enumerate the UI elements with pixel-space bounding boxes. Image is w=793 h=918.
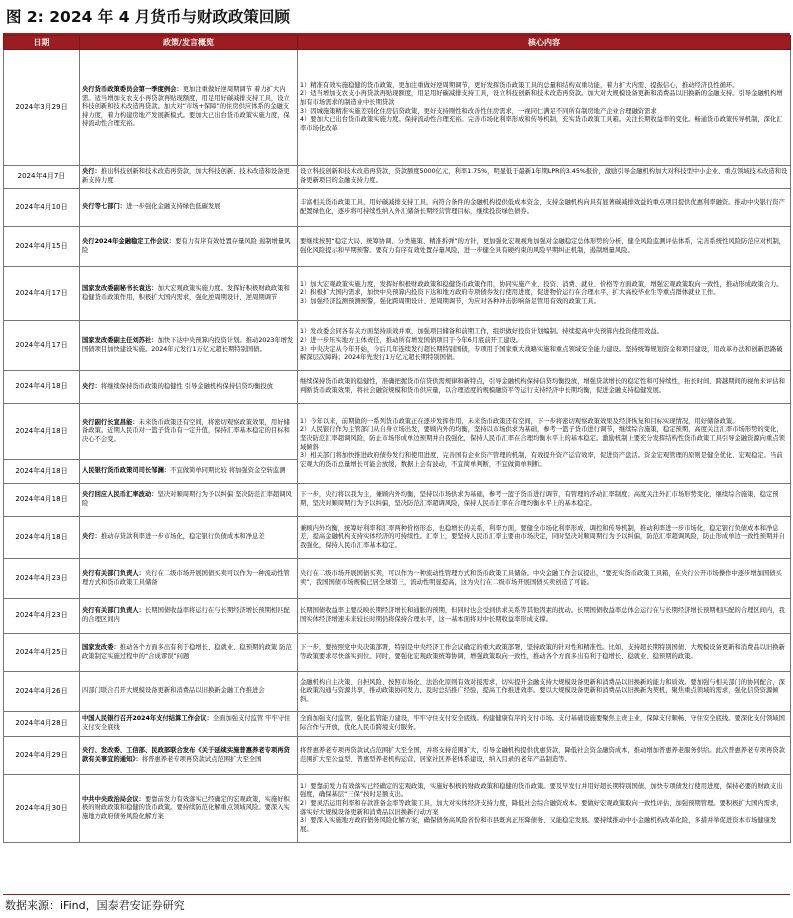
row-event-speaker: 央行等七部门： xyxy=(82,203,127,211)
row-core xyxy=(298,484,791,517)
row-event xyxy=(80,166,298,189)
row-event-text: 推动存贷款利率进一步市场化，稳定银行负债成本和净息差 xyxy=(100,533,265,541)
table-row xyxy=(4,672,791,712)
row-event-speaker: 央行： xyxy=(82,168,101,176)
row-core xyxy=(298,166,791,189)
row-date: 2024年4月15日 xyxy=(4,227,80,267)
row-event-speaker: 国家发改委： xyxy=(82,643,120,651)
row-event-text: 全面加强支付监管 牢牢守住支付安全底线 xyxy=(82,715,291,731)
table-row xyxy=(4,371,791,404)
row-event-text: 四部门联合召开大规模设备更新和消费品以旧换新金融工作推进会 xyxy=(82,687,265,695)
header-core: 核心内容 xyxy=(298,36,791,50)
row-core-text: 1）精准有效实施稳健的货币政策，更加注重做好逆周期调节，更好发挥货币政策工具的总量和结构双重功能，着力扩大内需、提振信心，推动经济良性循环。 2）适当增加支农支小再贷款再贴现额度，用足用好碳减排支持工具，设立科技创新和技术改造再贷款。加大对大规模设备更新和消费品以旧换新的金融支持。引导金融机构增加有市场需求的制造业中长期贷款 3）因城施策精准实施差别化住房信贷政策，更好支持刚性和改善性住房需求，一视同仁满足不同所有制房地产企业合理融资需求 4）要加大已出台货币政策实施力度。保持流动性合理充裕。完善市场化利率形成和传导机制，充实货币政策工具箱。关注长期收益率的变化。畅通货币政策传导机制，深化汇率市场化改革 xyxy=(300,81,783,132)
row-event-text: 将继续保持货币政策的稳健性 引导金融机构保持信贷均衡投放 xyxy=(100,382,273,390)
row-core xyxy=(298,404,791,484)
row-event xyxy=(80,672,298,712)
row-core-text: 1）要靠前发力有效落实已经确定的宏观政策，实施好积极的财政政策和稳健的货币政策。要及早发行并用好超长期特别国债，加快专项债发行使用进度，保持必要的财政支出强度，确保基层“三保”按时足额支出。 2）要灵活运用利率和存款准备金率等政策工具，加大对实体经济支持力度，降低社会综合融资成本。要做好宏观政策取向一致性评估，加强预期管理。要积极扩大国内需求，落实好大规模设备更新和消费品以旧换新行动方案 3）要深入实施地方政府债务风险化解方案，确保债务高风险省份和市县既真正压降债务、又能稳定发展。要持续推动中小金融机构改革化险，多措并举促进资本市场健康发展。 xyxy=(300,782,783,833)
row-date: 2024年4月26日 xyxy=(4,672,80,712)
row-core-text: 丰富相关货币政策工具，用好碳减排支持工具，向符合条件的金融机构提供低成本资金，支持金融机构向具有显著碳减排效益的重点项目提供优惠利率融资。推动中央银行资产配置绿色化，逐步将可持续性纳入外汇储备长期经营管理目标，继续投资绿色债券。 xyxy=(300,198,785,215)
table-row xyxy=(4,484,791,517)
row-event xyxy=(80,267,298,321)
row-event-text: 未来货币政策还有空间，将密切观察政策效果，用好储备政策。近期人民币对一篮子货币有一定升值，保持汇率基本稳定的目标和决心不会变。 xyxy=(82,418,290,443)
row-event xyxy=(80,634,298,672)
row-core-text: 将普惠养老专项再贷款试点范围扩大至全国，并将支持范围扩大，引导金融机构提供优惠贷款，降低社会资金融资成本，推动增加普惠养老服务供给。此次普惠养老专项再贷款范围扩大至公益型、普惠型养老机构运营，居家社区养老体系建设，纳入目录的老年产品制造等。 xyxy=(300,746,785,763)
row-event-text: 长期国债收益率将运行在与长期经济增长预期相匹配的合理区间内 xyxy=(82,607,290,623)
row-event-speaker: 央行2024年金融稳定工作会议： xyxy=(82,237,176,245)
row-event xyxy=(80,712,298,737)
table-row xyxy=(4,321,791,371)
row-date: 2024年4月25日 xyxy=(4,634,80,672)
row-event-speaker: 中共中央政治局会议： xyxy=(82,795,145,803)
row-date: 2024年4月17日 xyxy=(4,267,80,321)
row-event-text: 要靠前发力有效落实已经确定的宏观政策，实施好积极的财政政策和稳健的货币政策。要持续防范化解重点领域风险。要深入实施地方政府债务风险化解方案 xyxy=(82,795,290,820)
row-event xyxy=(80,559,298,599)
footer-rule xyxy=(3,894,790,895)
row-event xyxy=(80,460,298,484)
row-event-speaker: 央行副行长宣昌能： xyxy=(82,418,139,426)
row-event-text: 进一步强化金融支持绿色低碳发展 xyxy=(126,203,221,211)
row-event-text: 不宜做简单同期比较 将加强资金空转监测 xyxy=(170,467,286,475)
row-core xyxy=(298,775,791,843)
row-event-text: 坚决对顺周期行为予以纠偏 坚决防范汇率超调风险 xyxy=(82,491,292,507)
row-core xyxy=(298,371,791,404)
row-core-text: 1）今年以来，前期做的一系列货币政策正在逐步发挥作用，未来货币政策还有空间，下一步将密切观察政策效果及经济恢复和目标实现情况，用好储备政策。 2）人民银行作为主管部门从自身立场出发，要顾内外的均衡，坚持以市场供求为基础，参考一篮子货币进行调节，继续综合施策，稳定预期，高度关注汇率市场形势的变化，坚决防范汇率超调风险，防止市场形成单边预期并自我强化，保持人民币汇率在合理均衡水平上的基本稳定。激励机制上要充分发挥结构性货币政策工具引导金融资源向重点领域倾斜 3）相关部门将加快推进政府债券发行和使用进度，完善国有企业资产管理的机制，有效提升资产运营效率，促进资产盘活。资金宏观管理的原则是健全优化、宏观稳定。当前宏观大的货币总量增长可能会放缓，数据上会有波动，不宜简单判断，不宜做简单判断。 xyxy=(300,417,785,468)
row-date: 2024年4月7日 xyxy=(4,166,80,189)
table-row xyxy=(4,775,791,843)
table-row xyxy=(4,634,791,672)
table-row xyxy=(4,599,791,634)
row-event xyxy=(80,517,298,559)
row-date: 2024年4月23日 xyxy=(4,599,80,634)
row-event xyxy=(80,227,298,267)
row-event xyxy=(80,50,298,166)
row-date: 2024年4月23日 xyxy=(4,559,80,599)
row-core-text: 金融机构自主决策、自担风险、按照市场化、法治化原则有效对接需求，切实提升金融支持大规模设备更新和消费品以旧换新的能力和质效。要加强与相关部门的协同配合，深化政策沟通与资源共享，推动政策协同发力，及时总结推广经验，提高工作推进效率。要以大规模设备更新和消费品以旧换新为契机，聚焦重点领域的需求，强化信贷资源倾斜。 xyxy=(300,678,785,703)
row-core-text: 兼顾内外均衡，统筹好利率和汇率两种价格形态，也稳增长的关系，利率方面，要健全市场化利率形成、调控和传导机制，推动利率进一步市场化，稳定银行负债成本和净息差，提高金融机构支持实体经济的可持续性。汇率上，要坚持人民币汇率主要由市场决定，同时坚决对顺周期行为予以纠偏，防范汇率超调风险，防止形成单边一致性预期并自我强化，保持人民币汇率基本稳定。 xyxy=(300,524,785,549)
table-row xyxy=(4,737,791,775)
row-date: 2024年4月18日 xyxy=(4,404,80,460)
row-date: 2024年4月18日 xyxy=(4,484,80,517)
table-row xyxy=(4,559,791,599)
row-event-text: 加快下达中央预算内投资计划。推动2023年增发国债项目加快建设实施。2024年元发行1万亿元超长期特别国债。 xyxy=(82,336,294,353)
row-core xyxy=(298,321,791,371)
row-date: 2024年4月10日 xyxy=(4,189,80,227)
policy-table xyxy=(3,35,791,843)
row-core xyxy=(298,559,791,599)
row-event xyxy=(80,484,298,517)
row-event-text: 推动各个方面多出有利于稳增长、稳就业、稳预期的政策 防范政策制定实施过程中的“合成谬误”问题 xyxy=(82,643,292,660)
row-core-text: 1）发改委会同各有关方面坚持质效并重，加强项目储备和前期工作，组织做好投资计划编制。持续提高中央预算内投资使用效益。 2）进一步压实地方主体责任，推动所有增发国债项目于今年6月底前开工建设。 3）中央决定从今年开始，今后几年连续发行超长期特别国债，专项用于国家重大战略实施和重点领域安全能力建设。坚持统筹规划资金和项目建设，用改革办法和创新思路破解深层次障碍；2024年先发行1万亿元超长期特别国债。 xyxy=(300,328,783,362)
row-event-speaker: 国家发改委副秘书长袁达： xyxy=(82,284,158,292)
row-event-text: 要有力有序有效处置存量风险 遏制增量风险 xyxy=(82,237,291,254)
row-date: 2024年4月18日 xyxy=(4,460,80,484)
row-event-speaker: 央行有关部门负责人： xyxy=(82,607,145,615)
table-row xyxy=(4,227,791,267)
row-date: 2024年4月18日 xyxy=(4,371,80,404)
row-event-speaker: 央行回应人民币汇率波动： xyxy=(82,491,158,499)
row-event-text: 将普惠养老专项再贷款试点范围扩大至全国 xyxy=(141,755,262,763)
row-core-text: 全面加强支付监管，强化监管能力建设，牢牢守住支付安全底线。构建健康有序的支付市场。支付基础设施要聚焦主责主业，保障支付顺畅、守住安全底线。要深化支付领域国际合作与开放，优化人民币跨境支付服务。 xyxy=(300,715,785,731)
row-event-speaker: 央行： xyxy=(82,533,101,541)
table-header-row xyxy=(4,36,791,50)
table-row xyxy=(4,404,791,460)
figure-title: 图 2: 2024 年 4 月货币与财政政策回顾 xyxy=(6,8,290,26)
row-event xyxy=(80,371,298,404)
row-core-text: 1）加大宏观政策实施力度，发挥好积极财政政策和稳健货币政策作用，协同实施产业、投资、消费、就业、价格等方面政策，增强宏观政策取向一致性，推动形成政策合力。 2）积极扩大国内需求，加快中央预算内投资下达和地方政府专项债券发行使用进度，促进物价运行在合理水平，扩大高校毕业生等重点群体就业工作。 3）加强经济监测预测预警，强化跨周期设计、逆周期调节，为应对各种冲击影响备足管用有效的政策工具。 xyxy=(300,280,783,305)
row-date: 2024年4月28日 xyxy=(4,712,80,737)
row-core-text: 下一步，央行将以我为主，兼顾内外均衡，坚持以市场供求为基础，参考一篮子货币进行调节，有管理的浮动汇率制度；高度关注外汇市场形势变化，继续综合施策、稳定预期，坚决对顺周期行为予以纠偏，坚决防范汇率超调风险，保持人民币汇率在合理均衡水平上的基本稳定。 xyxy=(300,491,779,507)
row-core-text: 要继续按照“稳定大局、统筹协调、分类施策、精准拆弹”的方针，更加强化宏观视角加强对金融稳定总体形势的分析，健全风险监测评估体系，完善系统性风险防范应对机制，强化风险提示和早期预警。要有力有序有效处置存量风险，进一步健全具有硬约束的风险早期纠正机制，遏制增量风险。 xyxy=(300,237,786,254)
table-row xyxy=(4,267,791,321)
row-event xyxy=(80,189,298,227)
row-event-speaker: 中国人民银行召开2024年支付结算工作会议： xyxy=(82,715,213,723)
table-row xyxy=(4,712,791,737)
row-core-text: 下一步，要按照党中央决策部署，特别是中央经济工作会议确定的重大政策部署，坚持政策的针对性和精准性。比如，支持超长期特别国债、大规模设备更新和消费品以旧换新等政策要求尽快落实到位。同时，要强化宏观政策统筹协调，增强政策取向一致性，推动各个方面多出有利于稳增长、稳就业、稳预期的政策。 xyxy=(300,643,785,660)
row-core xyxy=(298,634,791,672)
table-row xyxy=(4,50,791,166)
row-core xyxy=(298,227,791,267)
row-event xyxy=(80,775,298,843)
row-event xyxy=(80,599,298,634)
row-event-speaker: 央行： xyxy=(82,382,101,390)
row-event-speaker: 国家发改委副主任刘苏社： xyxy=(82,336,158,344)
row-core xyxy=(298,517,791,559)
row-event-text: 更加注重做好逆周期调节 着力扩大内需。适当增加支农支小再贷款再贴现额度，用足用好碳减排支持工具，设立科技创新和技术改造再贷款。加大对“市场+保障”的住房供应体系的金融支持力度，着力构建房地产发展新模式。要加大已出台货币政策实施力度，保持流动性合理充裕。 xyxy=(82,86,290,128)
row-core-text: 继续保持货币政策的稳健性，准确把握货币信贷供需规律和新特点，引导金融机构保持信贷均衡投放，增强贷款增长的稳定性和可持续性，拓长时间、跨越期间的视角来评估和判断货币政策效果，将社会融资规模和货币供应量，以合理适度的规模融资平等运行支持经济中长期均衡，促进金融支持稳健发展。 xyxy=(300,378,785,394)
row-core-text: 长期国债收益率主要反映长期经济增长和通胀的预期，但同时也会受到供求关系等其他因素的扰动。长期国债收益率总体会运行在与长期经济增长预期相匹配的合理区间内，我国实体经济增速未来较长时期仍将保持合理水平，这一基本面将对中长期收益率形成支撑。 xyxy=(300,607,785,623)
row-event-speaker: 央行有关部门负责人： xyxy=(82,569,145,577)
row-date: 2024年4月29日 xyxy=(4,737,80,775)
row-core xyxy=(298,672,791,712)
row-core xyxy=(298,599,791,634)
row-core xyxy=(298,50,791,166)
row-date: 2024年4月18日 xyxy=(4,517,80,559)
row-core-text: 央行在二级市场开展国债买卖，可以作为一种流动性管理方式和货币政策工具储备。中央金融工作会议提出，“要充实货币政策工具箱，在央行公开市场操作中逐步增加国债买卖”，我国国债市场规模已居全球第三，流动性明显提高，这为央行在二级市场开展国债买卖创造了可能。 xyxy=(300,569,782,586)
header-date: 日期 xyxy=(4,36,80,50)
row-event-speaker: 央行货币政策委员会第一季度例会： xyxy=(82,86,183,94)
row-event-text: 推出科技创新和技术改造再贷款，加大科技创新、技术改造和设备更新支持力度 xyxy=(82,168,290,184)
table-row xyxy=(4,189,791,227)
row-event xyxy=(80,737,298,775)
row-date: 2024年4月30日 xyxy=(4,775,80,843)
row-event-speaker: 人民银行货币政策司司长邹澜： xyxy=(82,467,171,475)
row-date: 2024年3月29日 xyxy=(4,50,80,166)
row-event xyxy=(80,404,298,460)
row-core xyxy=(298,737,791,775)
row-event xyxy=(80,321,298,371)
row-core-text: 设立科技创新和技术改造再贷款，贷款额度5000亿元，利率1.75%，明显低于最新1年期LPR的3.45%报价，激励引导金融机构加大对科技型中小企业、重点领域技术改造和设备更新项目的金融支持力度。 xyxy=(300,168,788,184)
row-date: 2024年4月17日 xyxy=(4,321,80,371)
row-event-text: 央行在二级市场开展国债买卖可以作为一种流动性管理方式和货币政策工具储备 xyxy=(82,569,290,586)
row-core xyxy=(298,267,791,321)
row-event-speaker: 央行、发改委、工信部、民政部联合发布《关于延续实施普惠养老专项再贷款有关事宜的通知》： xyxy=(82,746,290,763)
row-core xyxy=(298,712,791,737)
row-event-text: 加大宏观政策实施力度。发挥好积极财政政策和稳健货币政策作用，积极扩大国内需求，强化逆周期设计、逆周期调节 xyxy=(82,284,290,301)
table-row xyxy=(4,166,791,189)
row-core xyxy=(298,189,791,227)
data-source: 数据来源：iFind，国泰君安证券研究 xyxy=(5,899,185,912)
table-row xyxy=(4,517,791,559)
header-event: 政策/发言概览 xyxy=(80,36,298,50)
